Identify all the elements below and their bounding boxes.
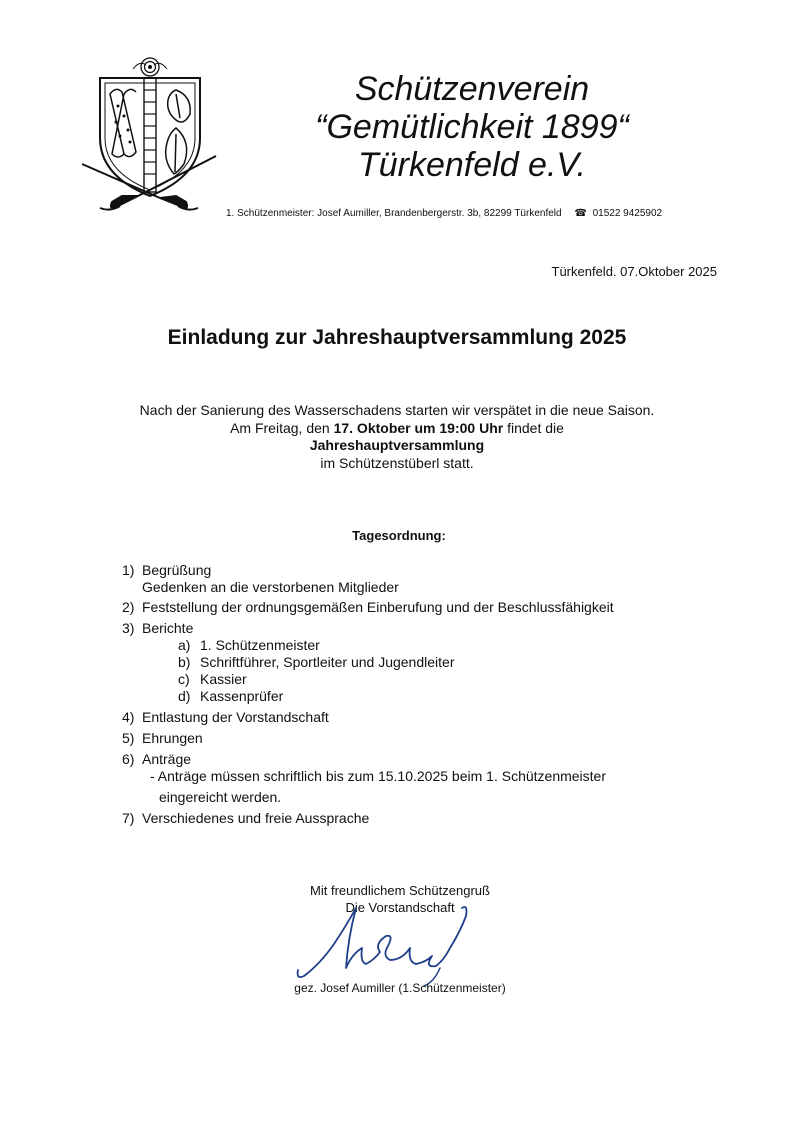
handwritten-signature bbox=[290, 898, 480, 990]
item-label: Begrüßung bbox=[142, 562, 212, 578]
intro-line1: Nach der Sanierung des Wasserschadens starten wir verspätet in die neue Saison. bbox=[139, 402, 655, 418]
item-number: 5) bbox=[122, 730, 135, 746]
item-label: Feststellung der ordnungsgemäßen Einberufung und der Beschlussfähigkeit bbox=[142, 599, 614, 615]
item-label: Verschiedenes und freie Aussprache bbox=[142, 810, 370, 826]
telephone-icon: ☎ bbox=[574, 208, 587, 219]
item-label: Berichte bbox=[142, 620, 194, 636]
sub-item bbox=[178, 688, 283, 705]
target-icon bbox=[133, 58, 167, 76]
leaf-icon bbox=[166, 90, 191, 174]
sub-item bbox=[178, 671, 247, 688]
item-number: 3) bbox=[122, 620, 135, 636]
closing-sender: Die Vorstandschaft bbox=[345, 900, 455, 915]
club-name-line2: “Gemütlichkeit 1899“ bbox=[315, 108, 629, 146]
item-number: 4) bbox=[122, 709, 135, 725]
contact-line bbox=[226, 208, 662, 219]
item-number: 1) bbox=[122, 562, 135, 578]
sub-item-letter: b) bbox=[178, 654, 191, 670]
item-label: Entlastung der Vorstandschaft bbox=[142, 709, 329, 725]
club-name-line3: Türkenfeld e.V. bbox=[357, 146, 587, 184]
intro-line2-suffix: findet die bbox=[503, 419, 564, 436]
contact-phone: 01522 9425902 bbox=[592, 208, 663, 219]
sub-item bbox=[178, 654, 454, 671]
club-name-heading bbox=[262, 70, 682, 184]
list-item bbox=[122, 751, 191, 768]
sub-item-label: Kassenprüfer bbox=[200, 688, 284, 704]
sub-item-label: 1. Schützenmeister bbox=[200, 637, 320, 653]
list-item bbox=[122, 730, 203, 747]
club-crest-logo bbox=[80, 56, 218, 216]
list-item bbox=[122, 599, 614, 616]
intro-text bbox=[0, 402, 794, 472]
sub-item bbox=[178, 637, 320, 654]
place-date: Türkenfeld. 07.Oktober 2025 bbox=[551, 264, 717, 279]
meeting-name: Jahreshauptversammlung bbox=[309, 437, 485, 453]
document-title: Einladung zur Jahreshauptversammlung 2025 bbox=[167, 326, 627, 349]
intro-line2 bbox=[0, 420, 794, 438]
item-number: 6) bbox=[122, 751, 135, 767]
list-item bbox=[122, 620, 193, 637]
item-label: Anträge bbox=[142, 751, 192, 767]
sub-item-label: Kassier bbox=[200, 671, 247, 687]
crossed-rifles-icon bbox=[82, 156, 216, 210]
list-item-note: - Anträge müssen schriftlich bis zum 15.10.2025 beim 1. Schützenmeister bbox=[150, 768, 606, 784]
contact-address: 1. Schützenmeister: Josef Aumiller, Brandenbergerstr. 3b, 82299 Türkenfeld bbox=[226, 208, 562, 219]
club-name-line1: Schützenverein bbox=[354, 70, 590, 108]
item-number: 7) bbox=[122, 810, 135, 826]
list-item-sub: Gedenken an die verstorbenen Mitglieder bbox=[142, 579, 399, 595]
agenda-heading: Tagesordnung: bbox=[352, 528, 446, 543]
list-item bbox=[122, 562, 211, 579]
sub-item-letter: a) bbox=[178, 637, 191, 653]
sub-item-letter: d) bbox=[178, 688, 191, 704]
signed-by: gez. Josef Aumiller (1.Schützenmeister) bbox=[294, 981, 506, 995]
closing-greeting: Mit freundlichem Schützengruß bbox=[310, 883, 490, 898]
intro-line4: im Schützenstüberl statt. bbox=[320, 454, 474, 471]
item-number: 2) bbox=[122, 599, 135, 615]
item-label: Ehrungen bbox=[142, 730, 203, 746]
sub-item-letter: c) bbox=[178, 671, 190, 687]
list-item-note: eingereicht werden. bbox=[159, 789, 282, 805]
meeting-datetime: 17. Oktober um 19:00 Uhr bbox=[333, 419, 504, 436]
list-item bbox=[122, 810, 369, 827]
sub-item-label: Schriftführer, Sportleiter und Jugendleiter bbox=[200, 654, 455, 670]
list-item bbox=[122, 709, 329, 726]
intro-line2-prefix: Am Freitag, den bbox=[230, 419, 334, 436]
crossed-hands-icon bbox=[110, 89, 136, 157]
